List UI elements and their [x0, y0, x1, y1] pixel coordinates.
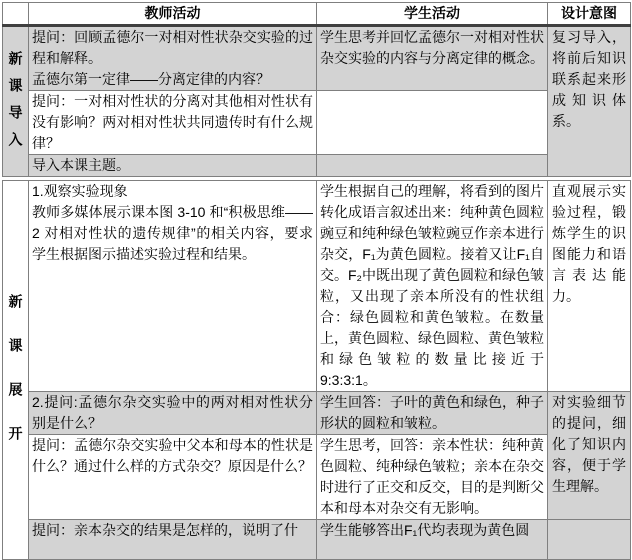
table-row — [3, 392, 631, 435]
teacher-text: 孟德尔第一定律——分离定律的内容？ — [32, 71, 270, 87]
column-header-student-activity: 学生活动 — [317, 3, 548, 26]
teacher-cell-cross-result-question — [29, 520, 317, 560]
student-text: 学生思考并回忆孟德尔一对相对性状杂交实验的内容与分离定律的概念。 — [320, 29, 544, 66]
teacher-text: 提问：回顾孟德尔一对相对性状杂交实验的过程和解释。 — [32, 29, 313, 66]
student-cell-parents-answer — [317, 435, 548, 520]
table-row — [3, 155, 631, 177]
table-row — [3, 91, 631, 155]
teacher-cell-two-traits-question — [29, 392, 317, 435]
student-text: 学生根据自己的理解，将看到的图片转化成语言叙述出来：纯种黄色圆粒豌豆和纯种绿色皱粒豌豆作亲本进行杂交，F₁为黄色圆粒。接着又让F₁自交。F₂中既出现了黄色圆粒和绿色皱粒，又出现了亲本所没有的性状组合：绿色圆粒和黄色皱粒。在数量上，黄色圆粒、绿色圆粒、黄色皱粒和绿色皱粒的数量比接近于 9:3:3:1。 — [320, 183, 544, 388]
lesson-plan-table-top — [2, 2, 631, 177]
student-cell-recall-answer — [317, 26, 548, 91]
teacher-cell-influence-question — [29, 91, 317, 155]
stage-cell-new-lesson-intro — [3, 26, 29, 177]
table-row — [3, 435, 631, 520]
teacher-cell-lead-in — [29, 155, 317, 177]
student-cell-empty — [317, 91, 548, 155]
lesson-plan-table-bottom — [2, 180, 631, 560]
design-cell-detail-questions — [548, 392, 631, 520]
teacher-text: 提问：孟德尔杂交实验中父本和母本的性状是什么？通过什么样的方式杂交？原因是什么？ — [32, 437, 313, 474]
column-header-teacher-activity: 教师活动 — [29, 3, 317, 26]
teacher-cell-recall-question — [29, 26, 317, 91]
table-row — [3, 181, 631, 392]
teacher-text: 提问：亲本杂交的结果是怎样的，说明了什 — [32, 522, 298, 538]
teacher-text: 1.观察实验现象 — [32, 183, 128, 199]
teacher-cell-parents-question — [29, 435, 317, 520]
student-text: 学生回答：子叶的黄色和绿色，种子形状的圆粒和皱粒。 — [320, 394, 544, 431]
design-cell-review-intro — [548, 26, 631, 177]
teacher-text: 教师多媒体展示课本图 3-10 和“积极思维——2 对相对性状的遗传规律”的相关内容，要求学生根据图示描述实验过程和结果。 — [32, 204, 313, 262]
teacher-text: 提问：一对相对性状的分离对其他相对性状有没有影响？两对相对性状共同遗传时有什么规律？ — [32, 93, 313, 151]
stage-cell-new-lesson-development — [3, 181, 29, 560]
teacher-cell-observe-experiment — [29, 181, 317, 392]
design-text: 对实验细节的提问，细化了知识内容，便于学生理解。 — [552, 394, 626, 494]
table-row — [3, 26, 631, 91]
student-cell-two-traits-answer — [317, 392, 548, 435]
student-cell-describe-experiment — [317, 181, 548, 392]
student-text: 学生思考，回答：亲本性状：纯种黄色圆粒、纯种绿色皱粒；亲本在杂交时进行了正交和反交，目的是判断父本和母本对杂交有无影响。 — [320, 437, 544, 516]
stage-label: 新课展开 — [7, 294, 24, 470]
design-cell-empty — [548, 520, 631, 560]
teacher-text: 导入本课主题。 — [32, 157, 130, 173]
header-row — [3, 3, 631, 26]
column-header-stage — [3, 3, 29, 26]
table-row — [3, 520, 631, 560]
design-text: 复习导入，将前后知识联系起来形成知识体系。 — [552, 29, 626, 129]
column-header-design-intent: 设计意图 — [548, 3, 631, 26]
teacher-text: 2.提问:孟德尔杂交实验中的两对相对性状分别是什么？ — [32, 394, 313, 431]
student-cell-f1-answer — [317, 520, 548, 560]
stage-label: 新课导入 — [7, 51, 24, 159]
student-cell-empty — [317, 155, 548, 177]
design-cell-visual-display — [548, 181, 631, 392]
student-text: 学生能够答出F₁代均表现为黄色圆 — [320, 522, 530, 538]
design-text: 直观展示实验过程，锻炼学生的识图能力和语言表达能力。 — [552, 183, 626, 304]
